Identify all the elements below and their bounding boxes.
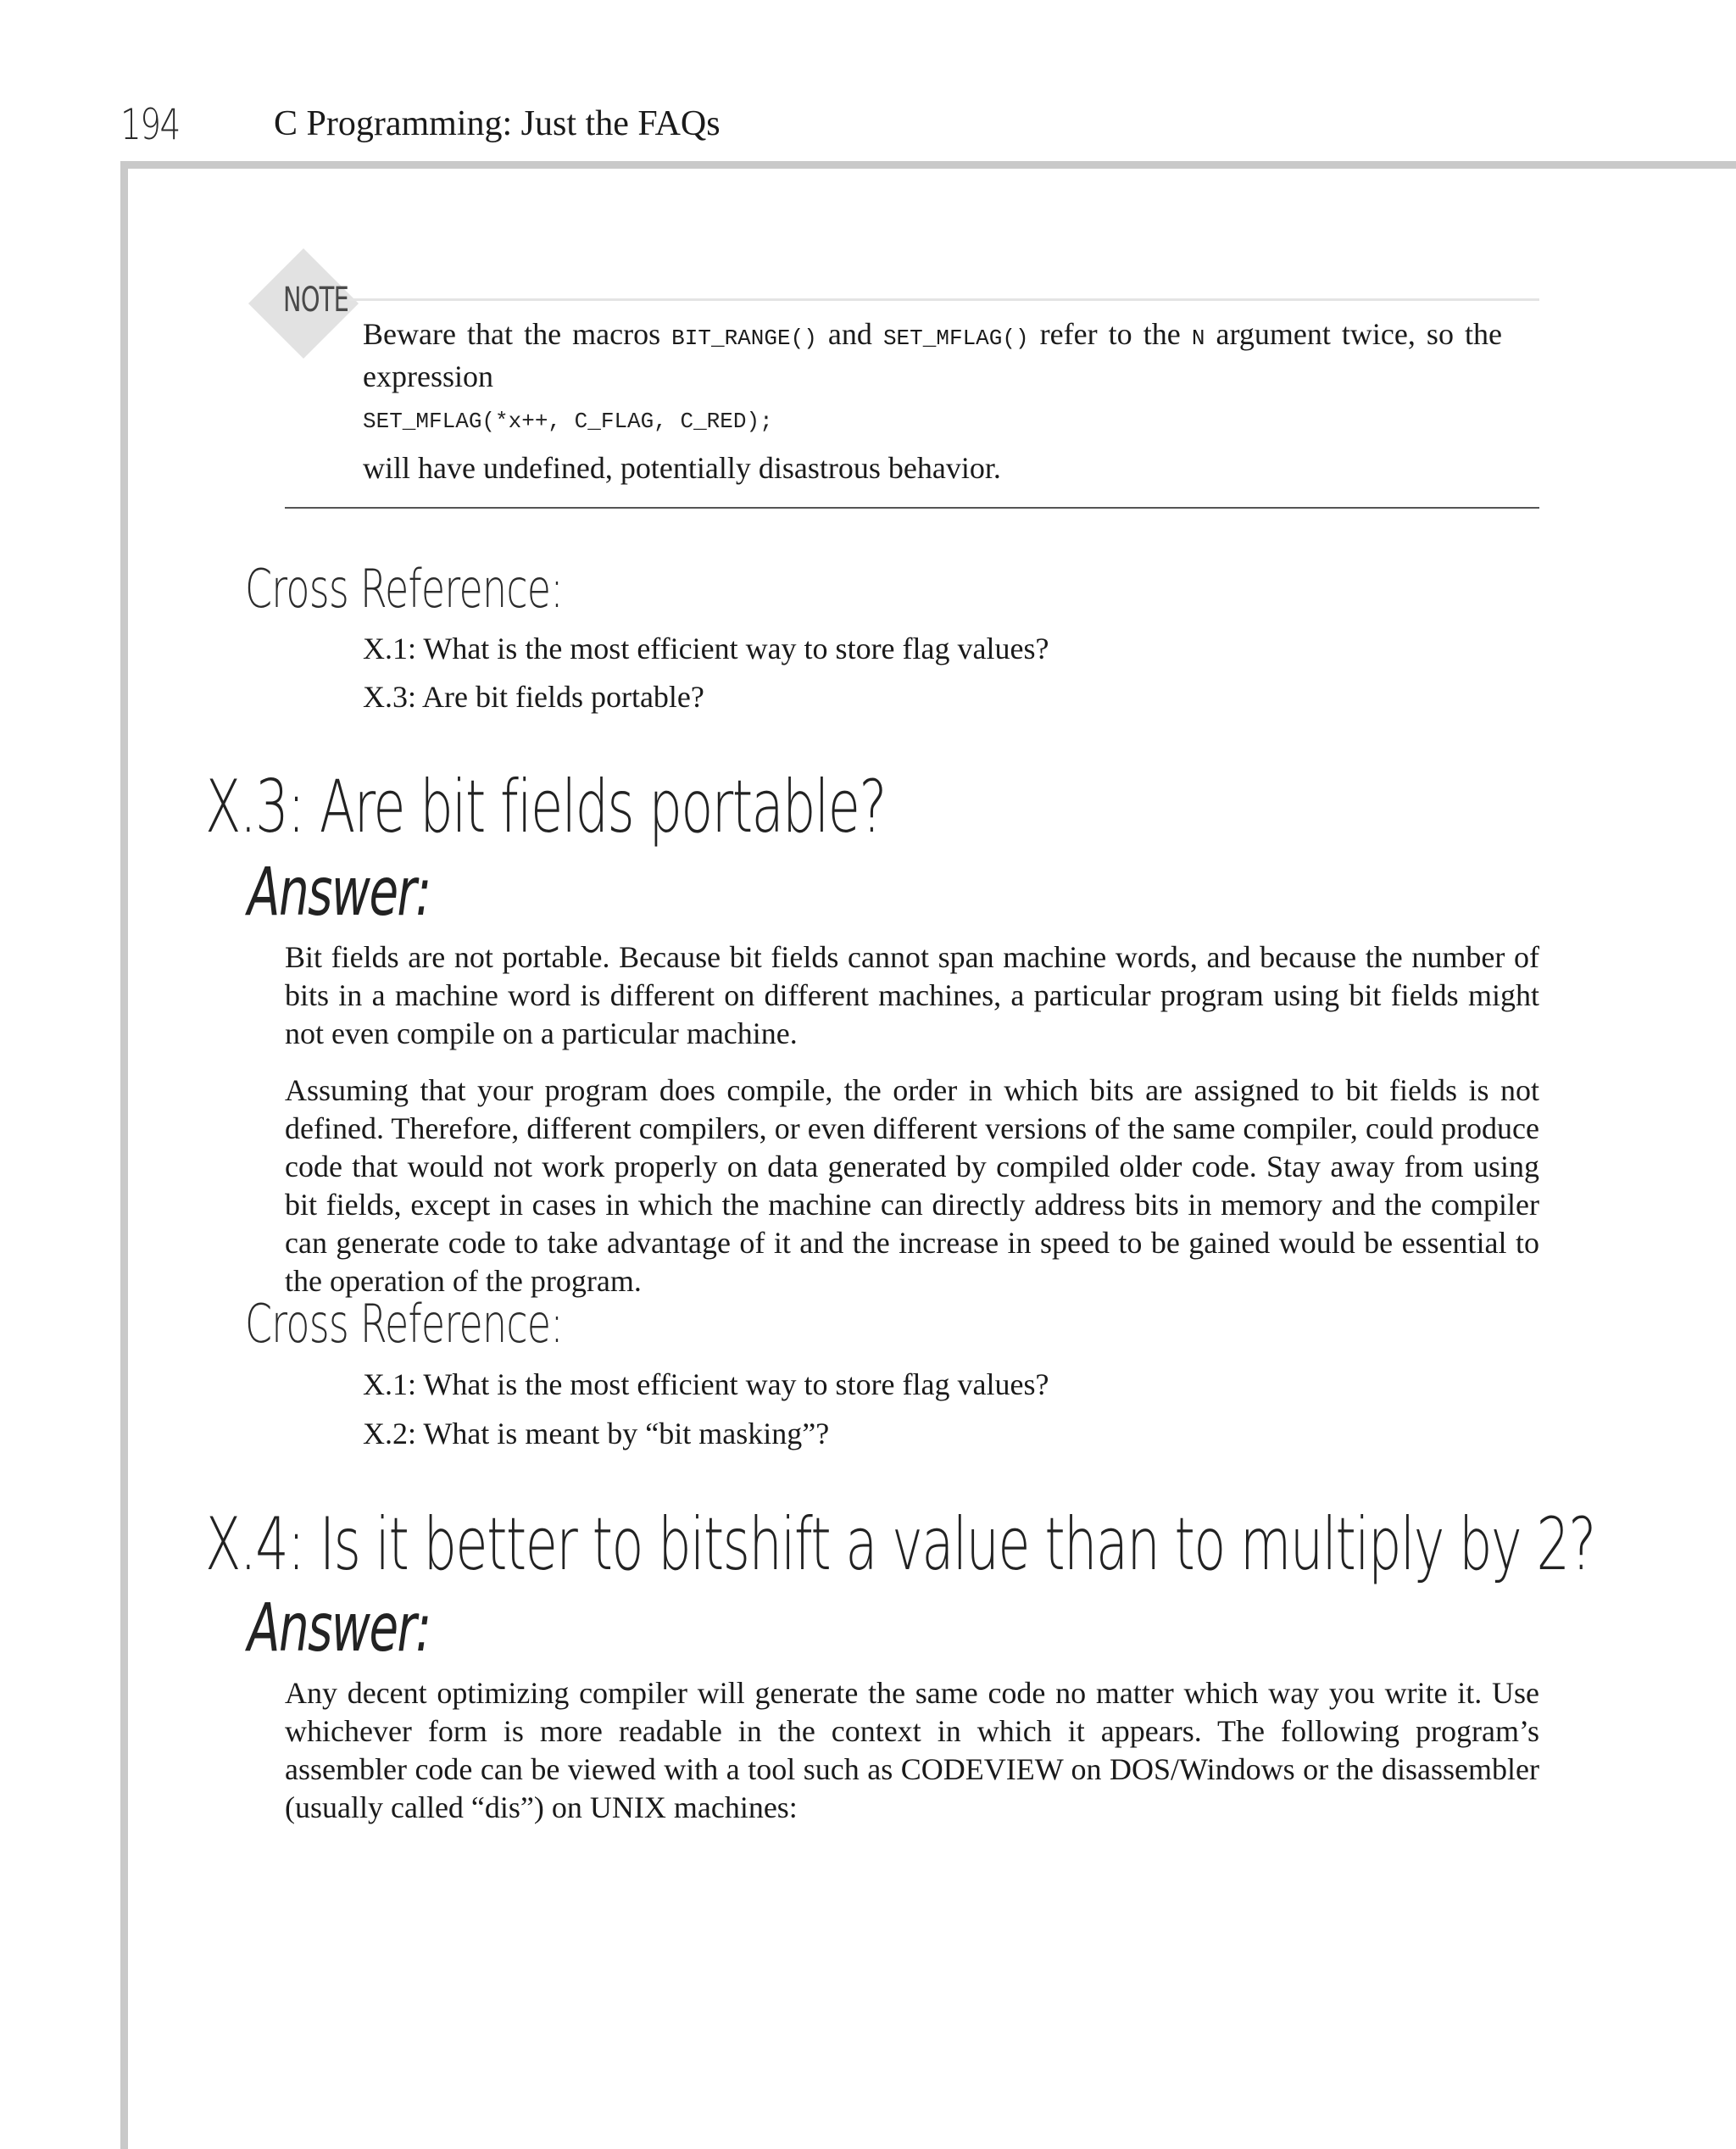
cross-reference-item: X.1: What is the most efficient way to store flag values? [363, 1367, 1049, 1401]
note-bottom-rule [285, 507, 1539, 509]
note-text-part: and [816, 317, 883, 351]
note-code-set-mflag: SET_MFLAG() [882, 326, 1029, 351]
cross-reference-item: X.3: Are bit fields portable? [363, 680, 704, 714]
note-paragraph [363, 315, 1502, 396]
cross-reference-item: X.2: What is meant by “bit masking”? [363, 1417, 830, 1450]
answer-label: Answer: [248, 855, 431, 931]
note-code-bit-range: BIT_RANGE() [671, 326, 817, 351]
note-code-n: N [1191, 326, 1205, 351]
section-title: X.3: Are bit fields portable? [205, 765, 886, 849]
body-paragraph: Assuming that your program does compile, the order in which bits are assigned to bit fields is not defined. Therefore, different compilers, or even different versions of the same compiler, could produce code that would not work properly on data generated by compiled older code. Stay away from using bit fields, except in cases in which the machine can directly address bits in memory and the compiler can generate code to take advantage of it and the increase in speed to be gained would be essential to the operation of the program. [285, 1073, 1539, 1298]
note-text-part: Beware that the macros [363, 317, 672, 351]
body-paragraph: Bit fields are not portable. Because bit fields cannot span machine words, and because the number of bits in a machine word is different on different machines, a particular program using bit fields might not even compile on a particular machine. [285, 940, 1539, 1050]
book-title: C Programming: Just the FAQs [274, 104, 721, 143]
section-title: X.4: Is it better to bitshift a value than to multiply by 2? [205, 1502, 1595, 1587]
page-frame-top-rule [120, 161, 1736, 169]
note-paragraph-after: will have undefined, potentially disastrous behavior. [363, 451, 1001, 485]
page-frame-left-rule [120, 161, 128, 2149]
answer-label: Answer: [248, 1590, 431, 1667]
cross-reference-item: X.1: What is the most efficient way to store flag values? [363, 632, 1049, 665]
note-text-part: argument twice, so the expression [363, 317, 1503, 393]
cross-reference-heading: Cross Reference: [245, 1293, 564, 1355]
note-code-example: SET_MFLAG(*x++, C_FLAG, C_RED); [363, 409, 773, 434]
cross-reference-heading: Cross Reference: [245, 558, 564, 620]
note-text-part: refer to the [1028, 317, 1192, 351]
page-number: 194 [120, 100, 180, 149]
note-top-rule [349, 298, 1539, 301]
note-label: NOTE [283, 281, 349, 320]
body-paragraph: Any decent optimizing compiler will generate the same code no matter which way you write it. Use whichever form is more readable in the context in which it appears. The following program’s assembler code can be viewed with a tool such as CODEVIEW on DOS/Windows or the disassembler (usually called “dis”) on UNIX machines: [285, 1676, 1539, 1824]
